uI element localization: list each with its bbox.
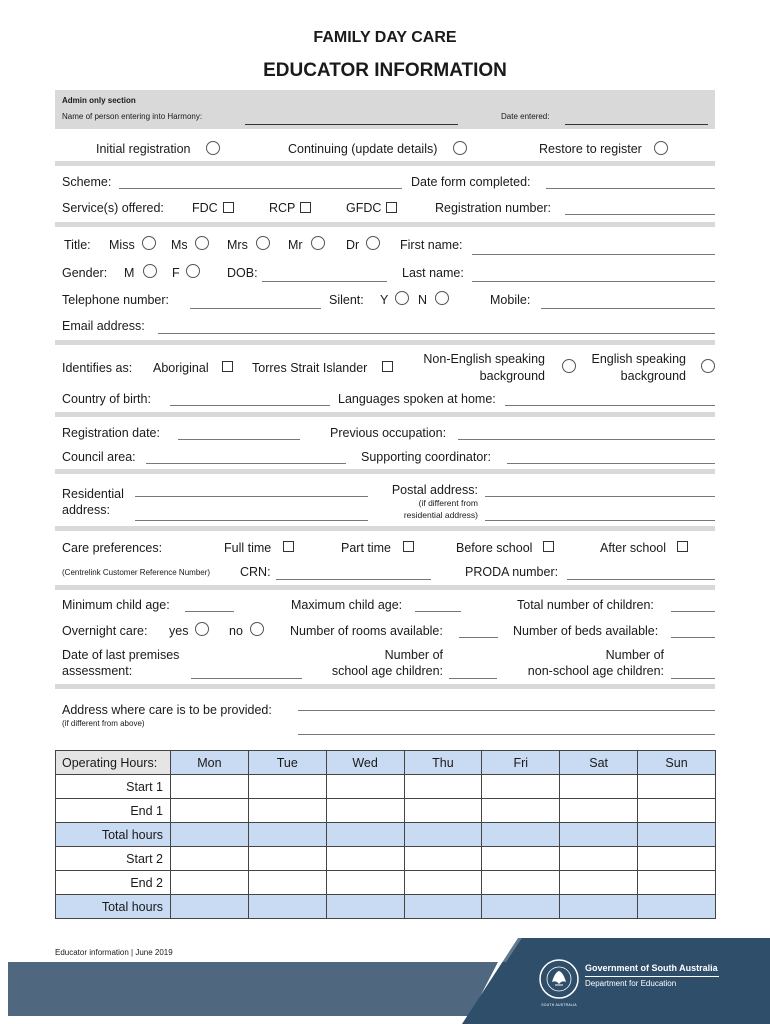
postal-note-1: (if different from — [418, 498, 478, 508]
org-title: FAMILY DAY CARE — [313, 29, 457, 46]
title-miss-radio[interactable] — [142, 236, 156, 250]
non-school-label-1: Number of — [605, 648, 664, 662]
silent-n-radio[interactable] — [435, 291, 449, 305]
care-preferences-label: Care preferences: — [62, 541, 163, 555]
hours-cell[interactable] — [482, 823, 560, 847]
day-wed: Wed — [326, 751, 404, 775]
row-label-end-1: End 1 — [56, 799, 171, 823]
hours-cell[interactable] — [326, 847, 404, 871]
section-divider — [55, 585, 715, 590]
beds-field[interactable] — [671, 637, 715, 638]
last-name-field[interactable] — [472, 281, 715, 282]
footer-divider — [585, 976, 719, 977]
school-age-label-2: school age children: — [331, 664, 443, 678]
hours-cell[interactable] — [560, 799, 638, 823]
section-divider — [55, 161, 715, 166]
hours-header-row — [56, 751, 716, 775]
hours-cell[interactable] — [482, 871, 560, 895]
email-field[interactable] — [158, 333, 715, 334]
postal-note-2: residential address) — [403, 510, 478, 520]
first-name-field[interactable] — [472, 254, 715, 255]
admin-heading: Admin only section — [62, 96, 136, 105]
fdc-checkbox[interactable] — [223, 202, 234, 213]
section-divider — [55, 526, 715, 531]
residential-label-2: address: — [62, 503, 110, 517]
hours-cell[interactable] — [560, 823, 638, 847]
max-age-field[interactable] — [415, 611, 461, 612]
section-divider — [55, 469, 715, 474]
min-age-label: Minimum child age: — [62, 598, 170, 612]
before-school-label: Before school — [456, 541, 533, 555]
hours-cell[interactable] — [638, 775, 716, 799]
gender-m-radio[interactable] — [143, 264, 157, 278]
before-school-checkbox[interactable] — [543, 541, 554, 552]
total-children-label: Total number of children: — [517, 598, 654, 612]
overnight-yes-radio[interactable] — [195, 622, 209, 636]
council-label: Council area: — [62, 450, 136, 464]
hours-cell[interactable] — [248, 871, 326, 895]
silent-label: Silent: — [329, 293, 364, 307]
non-school-label-2: non-school age children: — [527, 664, 664, 678]
row-label-end-2: End 2 — [56, 871, 171, 895]
government-name: Government of South Australia — [585, 963, 718, 973]
start-2-row — [56, 847, 716, 871]
gfdc-label: GFDC — [346, 201, 382, 215]
coordinator-label: Supporting coordinator: — [361, 450, 491, 464]
reg-date-field[interactable] — [178, 439, 300, 440]
government-crest-icon — [538, 958, 580, 1000]
non-english-label-2: background — [479, 369, 545, 383]
day-sun: Sun — [638, 751, 716, 775]
title-dr-label: Dr — [346, 238, 360, 252]
premises-label-2: assessment: — [62, 664, 133, 678]
school-age-label-1: Number of — [384, 648, 443, 662]
day-mon: Mon — [171, 751, 249, 775]
care-address-label: Address where care is to be provided: — [62, 703, 272, 717]
row-label-start-1: Start 1 — [56, 775, 171, 799]
country-field[interactable] — [170, 405, 330, 406]
last-name-label: Last name: — [402, 266, 464, 280]
title-mrs-label: Mrs — [227, 238, 248, 252]
languages-label: Languages spoken at home: — [338, 392, 496, 406]
hours-cell[interactable] — [326, 823, 404, 847]
services-label: Service(s) offered: — [62, 201, 164, 215]
silent-n-label: N — [418, 293, 428, 307]
rooms-field[interactable] — [459, 637, 498, 638]
silent-y-label: Y — [380, 293, 389, 307]
postal-field-2[interactable] — [485, 520, 715, 521]
gender-f-label: F — [172, 266, 180, 280]
department-name: Department for Education — [585, 979, 677, 988]
footer-doc-info: Educator information | June 2019 — [55, 948, 173, 957]
date-completed-field[interactable] — [546, 188, 715, 189]
tsi-checkbox[interactable] — [382, 361, 393, 372]
fdc-label: FDC — [192, 201, 218, 215]
postal-field-1[interactable] — [485, 496, 715, 497]
hours-cell[interactable] — [248, 823, 326, 847]
country-label: Country of birth: — [62, 392, 151, 406]
section-divider — [55, 222, 715, 227]
rooms-label: Number of rooms available: — [290, 624, 443, 638]
english-label-1: English speaking — [591, 352, 686, 366]
hours-cell[interactable] — [171, 775, 249, 799]
initial-registration-label: Initial registration — [96, 142, 191, 156]
total-hours-2-row — [56, 895, 716, 919]
initial-registration-radio[interactable] — [206, 141, 220, 155]
crn-field[interactable] — [276, 579, 431, 580]
hours-cell[interactable] — [482, 895, 560, 919]
day-tue: Tue — [248, 751, 326, 775]
hours-cell[interactable] — [404, 895, 482, 919]
premises-label-1: Date of last premises — [62, 648, 180, 662]
title-ms-label: Ms — [171, 238, 188, 252]
dob-field[interactable] — [262, 281, 387, 282]
footer-band — [0, 924, 770, 1024]
part-time-label: Part time — [341, 541, 392, 555]
title-ms-radio[interactable] — [195, 236, 209, 250]
total-hours-1-row — [56, 823, 716, 847]
full-time-label: Full time — [224, 541, 272, 555]
restore-label: Restore to register — [539, 142, 642, 156]
care-address-field-1[interactable] — [298, 710, 715, 711]
coordinator-field[interactable] — [507, 463, 715, 464]
crn-label: CRN: — [240, 565, 271, 579]
identifies-label: Identifies as: — [62, 361, 133, 375]
date-completed-label: Date form completed: — [411, 175, 531, 189]
day-thu: Thu — [404, 751, 482, 775]
title-label: Title: — [64, 238, 91, 252]
day-sat: Sat — [560, 751, 638, 775]
hours-cell[interactable] — [404, 823, 482, 847]
non-school-field[interactable] — [671, 678, 715, 679]
crn-note: (Centrelink Customer Reference Number) — [62, 568, 211, 577]
hours-cell[interactable] — [404, 775, 482, 799]
hours-cell[interactable] — [248, 895, 326, 919]
reg-date-label: Registration date: — [62, 426, 160, 440]
hours-cell[interactable] — [171, 823, 249, 847]
hours-cell[interactable] — [404, 847, 482, 871]
part-time-checkbox[interactable] — [403, 541, 414, 552]
end-2-row — [56, 871, 716, 895]
section-divider — [55, 340, 715, 345]
admin-entering-field[interactable] — [245, 124, 458, 125]
rcp-label: RCP — [269, 201, 296, 215]
rcp-checkbox[interactable] — [300, 202, 311, 213]
hours-cell[interactable] — [482, 799, 560, 823]
hours-cell[interactable] — [171, 847, 249, 871]
operating-hours-table — [55, 750, 716, 919]
school-age-field[interactable] — [449, 678, 497, 679]
hours-cell[interactable] — [560, 775, 638, 799]
day-fri: Fri — [482, 751, 560, 775]
hours-cell[interactable] — [171, 895, 249, 919]
title-dr-radio[interactable] — [366, 236, 380, 250]
end-1-row — [56, 799, 716, 823]
mobile-label: Mobile: — [490, 293, 531, 307]
section-divider — [55, 684, 715, 689]
residential-label-1: Residential — [62, 487, 124, 501]
hours-cell[interactable] — [248, 847, 326, 871]
tsi-label: Torres Strait Islander — [252, 361, 368, 375]
hours-cell[interactable] — [326, 775, 404, 799]
first-name-label: First name: — [400, 238, 463, 252]
aboriginal-label: Aboriginal — [153, 361, 209, 375]
hours-cell[interactable] — [560, 871, 638, 895]
hours-cell[interactable] — [326, 871, 404, 895]
continuing-radio[interactable] — [453, 141, 467, 155]
admin-entering-label: Name of person entering into Harmony: — [62, 112, 203, 121]
operating-hours-label: Operating Hours: — [56, 751, 171, 775]
admin-date-label: Date entered: — [501, 112, 550, 121]
reg-number-label: Registration number: — [435, 201, 552, 215]
form-title: EDUCATOR INFORMATION — [263, 60, 507, 81]
non-english-label-1: Non-English speaking — [423, 352, 545, 366]
hours-cell[interactable] — [404, 799, 482, 823]
hours-cell[interactable] — [326, 799, 404, 823]
title-mr-label: Mr — [288, 238, 303, 252]
scheme-field[interactable] — [119, 188, 402, 189]
gender-m-label: M — [124, 266, 135, 280]
row-label-start-2: Start 2 — [56, 847, 171, 871]
email-label: Email address: — [62, 319, 145, 333]
hours-cell[interactable] — [248, 775, 326, 799]
hours-cell[interactable] — [482, 847, 560, 871]
telephone-label: Telephone number: — [62, 293, 170, 307]
proda-label: PRODA number: — [465, 565, 559, 579]
scheme-label: Scheme: — [62, 175, 112, 189]
hours-cell[interactable] — [638, 871, 716, 895]
hours-cell[interactable] — [326, 895, 404, 919]
hours-cell[interactable] — [171, 799, 249, 823]
silent-y-radio[interactable] — [395, 291, 409, 305]
total-children-field[interactable] — [671, 611, 715, 612]
footer-light-band — [8, 962, 498, 1016]
restore-radio[interactable] — [654, 141, 668, 155]
proda-field[interactable] — [567, 579, 715, 580]
residential-field-1[interactable] — [135, 496, 368, 497]
premises-field[interactable] — [191, 678, 302, 679]
aboriginal-checkbox[interactable] — [222, 361, 233, 372]
telephone-field[interactable] — [190, 308, 321, 309]
row-label-total-2: Total hours — [56, 895, 171, 919]
hours-cell[interactable] — [638, 799, 716, 823]
hours-cell[interactable] — [404, 871, 482, 895]
prev-occupation-label: Previous occupation: — [330, 426, 447, 440]
beds-label: Number of beds available: — [513, 624, 659, 638]
gender-label: Gender: — [62, 266, 108, 280]
gfdc-checkbox[interactable] — [386, 202, 397, 213]
title-mr-radio[interactable] — [311, 236, 325, 250]
admin-date-field[interactable] — [565, 124, 708, 125]
admin-section — [55, 90, 715, 129]
continuing-label: Continuing (update details) — [288, 142, 438, 156]
council-field[interactable] — [146, 463, 346, 464]
overnight-no-label: no — [229, 624, 243, 638]
hours-cell[interactable] — [560, 847, 638, 871]
hours-cell[interactable] — [638, 895, 716, 919]
reg-number-field[interactable] — [565, 214, 715, 215]
english-radio[interactable] — [701, 359, 715, 373]
overnight-no-radio[interactable] — [250, 622, 264, 636]
english-label-2: background — [620, 369, 686, 383]
languages-field[interactable] — [505, 405, 715, 406]
mobile-field[interactable] — [541, 308, 715, 309]
title-miss-label: Miss — [109, 238, 135, 252]
overnight-yes-label: yes — [169, 624, 189, 638]
crest-text: SOUTH AUSTRALIA — [541, 1003, 577, 1007]
gender-f-radio[interactable] — [186, 264, 200, 278]
hours-cell[interactable] — [248, 799, 326, 823]
postal-label: Postal address: — [391, 483, 478, 497]
hours-cell[interactable] — [560, 895, 638, 919]
start-1-row — [56, 775, 716, 799]
title-mrs-radio[interactable] — [256, 236, 270, 250]
prev-occupation-field[interactable] — [458, 439, 715, 440]
residential-field-2[interactable] — [135, 520, 368, 521]
care-address-field-2[interactable] — [298, 734, 715, 735]
hours-cell[interactable] — [482, 775, 560, 799]
max-age-label: Maximum child age: — [291, 598, 403, 612]
hours-cell[interactable] — [638, 823, 716, 847]
after-school-label: After school — [600, 541, 667, 555]
section-divider — [55, 412, 715, 417]
dob-label: DOB: — [227, 266, 258, 280]
overnight-label: Overnight care: — [62, 624, 148, 638]
care-address-note: (if different from above) — [62, 719, 145, 728]
min-age-field[interactable] — [185, 611, 234, 612]
hours-cell[interactable] — [171, 871, 249, 895]
row-label-total-1: Total hours — [56, 823, 171, 847]
hours-cell[interactable] — [638, 847, 716, 871]
full-time-checkbox[interactable] — [283, 541, 294, 552]
after-school-checkbox[interactable] — [677, 541, 688, 552]
